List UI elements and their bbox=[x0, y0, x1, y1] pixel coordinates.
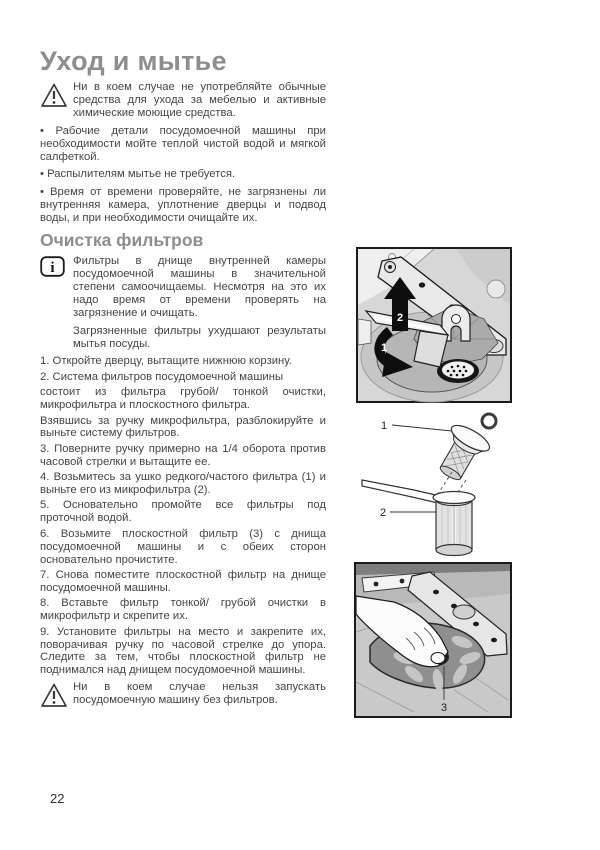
step-paragraph: 2. Система фильтров посудомоечной машины bbox=[40, 370, 284, 383]
bullet-item: • Распылителям мытье не требуется. bbox=[40, 168, 236, 181]
fig2-label-1: 1 bbox=[380, 420, 388, 432]
bullet-item: • Время от времени проверяйте, не загрязнены ли внутренняя камера, уплотнение дверцы и подвод воды, и при необходимости очищайте их. bbox=[40, 186, 326, 225]
step-paragraph: 3. Поверните ручку примерно на 1/4 оборота против часовой стрелки и вытащите ее. bbox=[40, 442, 326, 468]
fig1-arrow-1-label: 1 bbox=[380, 342, 388, 354]
text-column bbox=[40, 46, 326, 712]
step-paragraph: 9. Установите фильтры на место и закрепите их, поворачивая ручку по часовой стрелке до упора. Следите за тем, чтобы плоскостной фильтр не поднимался над днищем посудомоечной машины. bbox=[40, 625, 326, 677]
fig2-label-2: 2 bbox=[379, 507, 387, 519]
section-heading-filters: Очистка фильтров bbox=[40, 230, 204, 251]
bullet-item: • Рабочие детали посудомоечной машины при необходимости мойте теплой чистой водой и мягкой салфеткой. bbox=[40, 124, 326, 163]
fig1-arrow-2-label: 2 bbox=[396, 312, 404, 324]
step-paragraph: Взявшись за ручку микрофильтра, разблокируйте и выньте систему фильтров. bbox=[40, 414, 326, 440]
warning-icon bbox=[40, 82, 68, 109]
warning-text: Ни в коем случае нельзя запускать посудомоечную машину без фильтров. bbox=[73, 681, 326, 707]
label-leader-line bbox=[392, 425, 452, 431]
figure-flat-filter-removal bbox=[354, 562, 512, 718]
info-text: Фильтры в днище внутренней камеры посудомоечной машины в значительной степени самоочищаемы. Несмотря на это их надо время от времени проверять на загрязнение и очищать. bbox=[73, 255, 326, 319]
step-paragraph: 8. Вставьте фильтр тонкой/ грубой очистки в микрофильтр и скрепите их. bbox=[40, 597, 326, 623]
coarse-fine-filter bbox=[430, 414, 496, 487]
step-paragraph: 6. Возьмите плоскостной фильтр (3) с днища посудомоечной машины и с обеих сторон основательно прочистите. bbox=[40, 527, 326, 566]
microfilter bbox=[362, 480, 475, 556]
info-text: Загрязненные фильтры ухудшают результаты мытья посуды. bbox=[73, 324, 326, 350]
info-icon-glyph: i bbox=[50, 260, 55, 277]
warning-icon bbox=[40, 682, 68, 709]
page-title: Уход и мытье bbox=[40, 46, 227, 76]
warning-note-bottom bbox=[40, 681, 326, 707]
step-paragraph: 7. Снова поместите плоскостной фильтр на днище посудомоечной машины. bbox=[40, 569, 326, 594]
step-paragraph: 4. Возьмитесь за ушко редкого/частого фильтра (1) и выньте его из микрофильтра (2). bbox=[40, 471, 326, 497]
warning-note-top bbox=[40, 81, 326, 120]
drain-sieve bbox=[437, 359, 479, 383]
step-paragraph: 1. Откройте дверцу, вытащите нижнюю корзину. bbox=[40, 355, 292, 368]
page-number: 22 bbox=[50, 791, 65, 806]
step-paragraph: состоит из фильтра грубой/ тонкой очистки, микрофильтра и плоскостного фильтра. bbox=[40, 386, 326, 412]
info-icon bbox=[40, 256, 65, 277]
fig3-label-3: 3 bbox=[440, 702, 448, 714]
steps-list bbox=[40, 355, 326, 677]
info-note bbox=[40, 255, 326, 350]
warning-text: Ни в коем случае не употребляйте обычные средства для ухода за мебелью и активные химические моющие средства. bbox=[73, 81, 326, 119]
step-paragraph: 5. Основательно промойте все фильтры под проточной водой. bbox=[40, 499, 326, 525]
figure-filter-handle-overview bbox=[356, 247, 512, 403]
figure-filter-parts bbox=[356, 408, 516, 566]
